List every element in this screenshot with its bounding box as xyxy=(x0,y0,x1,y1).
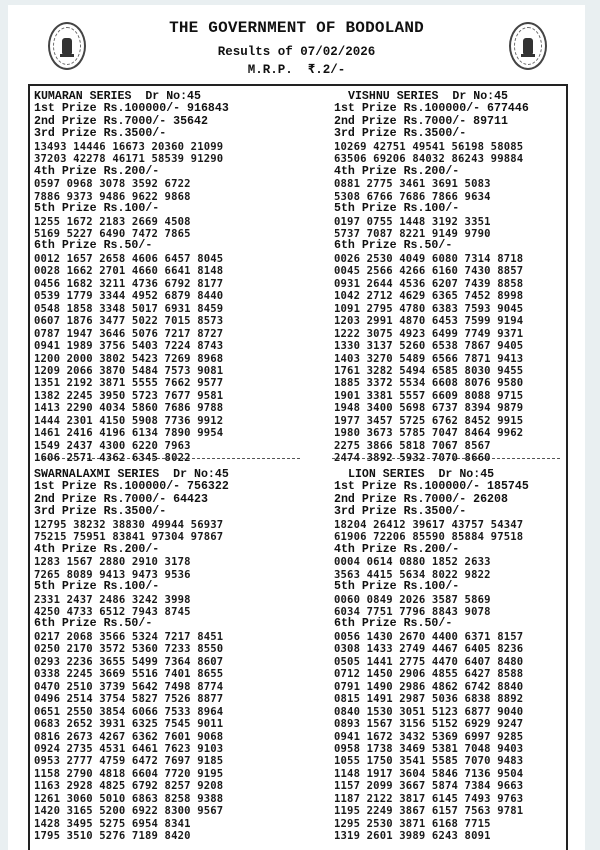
series-lion xyxy=(334,469,529,843)
sixth-prize-numbers: 1091 2795 4780 6383 7593 9045 xyxy=(334,302,524,315)
third-prize-label: 3rd Prize Rs.3500/- xyxy=(34,505,167,519)
sixth-prize-numbers: 1295 2530 3871 6168 7715 xyxy=(334,817,491,830)
sixth-prize-numbers: 1330 3137 5260 6538 7867 9405 xyxy=(334,340,524,353)
sixth-prize-numbers: 1157 2099 3667 5874 7384 9663 xyxy=(334,780,524,793)
sixth-prize-numbers: 1158 2790 4818 6604 7720 9195 xyxy=(34,767,224,780)
fifth-prize-label: 5th Prize Rs.100/- xyxy=(334,202,460,216)
fourth-prize-numbers: 7886 9373 9486 9622 9868 xyxy=(34,190,191,203)
sixth-prize-numbers: 0607 1876 3477 5022 7015 8573 xyxy=(34,315,224,328)
fifth-prize-label: 5th Prize Rs.100/- xyxy=(334,580,460,594)
sixth-prize-numbers: 0012 1657 2658 4606 6457 8045 xyxy=(34,252,224,265)
third-prize-numbers: 37203 42278 46171 58539 91290 xyxy=(34,153,224,166)
lottery-result-sheet xyxy=(8,5,585,850)
sixth-prize-numbers: 2474 3892 5932 7070 8660 xyxy=(334,452,491,465)
sixth-prize-numbers: 0941 1989 3756 5403 7224 8743 xyxy=(34,340,224,353)
sixth-prize-numbers: 1461 2416 4196 6134 7890 9954 xyxy=(34,427,224,440)
sixth-prize-numbers: 0505 1441 2775 4470 6407 8480 xyxy=(334,655,524,668)
fourth-prize-numbers: 1283 1567 2880 2910 3178 xyxy=(34,556,191,569)
sixth-prize-numbers: 1055 1750 3541 5585 7070 9483 xyxy=(334,755,524,768)
series-heading: SWARNALAXMI SERIES Dr No:45 xyxy=(34,468,229,481)
third-prize-numbers: 75215 75951 83841 97304 97867 xyxy=(34,531,224,544)
sixth-prize-numbers: 1606 2571 4362 6345 8022 xyxy=(34,452,191,465)
header xyxy=(8,5,585,88)
sixth-prize-numbers: 0293 2236 3655 5499 7364 8607 xyxy=(34,655,224,668)
sixth-prize-numbers: 0456 1682 3211 4736 6792 8177 xyxy=(34,277,224,290)
sixth-prize-numbers: 0308 1433 2749 4467 6405 8236 xyxy=(334,643,524,656)
fifth-prize-numbers: 6034 7751 7796 8843 9078 xyxy=(334,605,491,618)
fifth-prize-numbers: 1255 1672 2183 2669 4508 xyxy=(34,215,191,228)
page-title: THE GOVERNMENT OF BODOLAND xyxy=(169,19,424,37)
sixth-prize-numbers: 1403 3270 5489 6566 7871 9413 xyxy=(334,352,524,365)
fourth-prize-numbers: 5308 6766 7686 7866 9634 xyxy=(334,190,491,203)
sixth-prize-numbers: 0470 2510 3739 5642 7498 8774 xyxy=(34,680,224,693)
sixth-prize-numbers: 1261 3060 5010 6863 8258 9388 xyxy=(34,792,224,805)
fourth-prize-label: 4th Prize Rs.200/- xyxy=(334,164,460,178)
third-prize-numbers: 61906 72206 85590 85884 97518 xyxy=(334,531,524,544)
fourth-prize-numbers: 0004 0614 0880 1852 2633 xyxy=(334,556,491,569)
fifth-prize-label: 5th Prize Rs.100/- xyxy=(34,202,160,216)
sixth-prize-numbers: 1200 2000 3802 5423 7269 8968 xyxy=(34,352,224,365)
third-prize-numbers: 63506 69206 84032 86243 99884 xyxy=(334,153,524,166)
fourth-prize-numbers: 7265 8089 9413 9473 9536 xyxy=(34,568,191,581)
sixth-prize-numbers: 0941 1672 3432 5369 6997 9285 xyxy=(334,730,524,743)
fifth-prize-numbers: 0197 0755 1448 3192 3351 xyxy=(334,215,491,228)
fifth-prize-numbers: 5169 5227 6490 7472 7865 xyxy=(34,227,191,240)
sixth-prize-numbers: 0924 2735 4531 6461 7623 9103 xyxy=(34,742,224,755)
first-prize: 1st Prize Rs.100000/- 916843 xyxy=(34,102,229,116)
sixth-prize-numbers: 1549 2437 4300 6220 7963 xyxy=(34,439,191,452)
sixth-prize-numbers: 1222 3075 4923 6499 7749 9371 xyxy=(334,327,524,340)
sixth-prize-numbers: 0931 2644 4536 6207 7439 8858 xyxy=(334,277,524,290)
sixth-prize-numbers: 2275 3866 5818 7067 8567 xyxy=(334,439,491,452)
sixth-prize-numbers: 1042 2712 4629 6365 7452 8998 xyxy=(334,290,524,303)
sixth-prize-label: 6th Prize Rs.50/- xyxy=(334,617,453,631)
sixth-prize-numbers: 1428 3495 5275 6954 8341 xyxy=(34,817,191,830)
sixth-prize-numbers: 0953 2777 4759 6472 7697 9185 xyxy=(34,755,224,768)
series-vishnu xyxy=(334,91,529,465)
sixth-prize-numbers: 0815 1491 2987 5036 6838 8892 xyxy=(334,693,524,706)
sixth-prize-numbers: 1420 3165 5200 6922 8300 9567 xyxy=(34,805,224,818)
sixth-prize-numbers: 1351 2192 3871 5555 7662 9577 xyxy=(34,377,224,390)
second-prize: 2nd Prize Rs.7000/- 35642 xyxy=(34,114,208,128)
sixth-prize-numbers: 0056 1430 2670 4400 6371 8157 xyxy=(334,630,524,643)
series-swarnalaxmi xyxy=(34,469,229,843)
fourth-prize-label: 4th Prize Rs.200/- xyxy=(334,542,460,556)
fourth-prize-numbers: 0881 2775 3461 3691 5083 xyxy=(334,178,491,191)
series-kumaran xyxy=(34,91,229,465)
sixth-prize-numbers: 1319 2601 3989 6243 8091 xyxy=(334,830,491,843)
first-prize: 1st Prize Rs.100000/- 677446 xyxy=(334,102,529,116)
sixth-prize-numbers: 0893 1567 3156 5152 6929 9247 xyxy=(334,718,524,731)
fifth-prize-label: 5th Prize Rs.100/- xyxy=(34,580,160,594)
sixth-prize-numbers: 1901 3381 5557 6609 8088 9715 xyxy=(334,389,524,402)
third-prize-numbers: 12795 38232 38830 49944 56937 xyxy=(34,518,224,531)
third-prize-numbers: 18204 26412 39617 43757 54347 xyxy=(334,518,524,531)
third-prize-numbers: 10269 42751 49541 56198 58085 xyxy=(334,140,524,153)
sixth-prize-numbers: 0651 2550 3854 6066 7533 8964 xyxy=(34,705,224,718)
sixth-prize-numbers: 1948 3400 5698 6737 8394 9879 xyxy=(334,402,524,415)
results-date: Results of 07/02/2026 xyxy=(217,45,376,59)
second-prize: 2nd Prize Rs.7000/- 26208 xyxy=(334,492,508,506)
sixth-prize-numbers: 1977 3457 5725 6762 8452 9915 xyxy=(334,414,524,427)
fourth-prize-numbers: 3563 4415 5634 8022 9822 xyxy=(334,568,491,581)
series-heading: VISHNU SERIES Dr No:45 xyxy=(348,90,509,103)
sixth-prize-numbers: 0548 1858 3348 5017 6931 8459 xyxy=(34,302,224,315)
fourth-prize-label: 4th Prize Rs.200/- xyxy=(34,164,160,178)
second-prize: 2nd Prize Rs.7000/- 89711 xyxy=(334,114,508,128)
series-heading: KUMARAN SERIES Dr No:45 xyxy=(34,90,201,103)
sixth-prize-numbers: 0539 1779 3344 4952 6879 8440 xyxy=(34,290,224,303)
third-prize-label: 3rd Prize Rs.3500/- xyxy=(334,127,467,141)
sixth-prize-numbers: 0816 2673 4267 6362 7601 9068 xyxy=(34,730,224,743)
first-prize: 1st Prize Rs.100000/- 185745 xyxy=(334,480,529,494)
sixth-prize-numbers: 0958 1738 3469 5381 7048 9403 xyxy=(334,742,524,755)
fifth-prize-numbers: 0060 0849 2026 3587 5869 xyxy=(334,593,491,606)
sixth-prize-numbers: 1209 2066 3870 5484 7573 9081 xyxy=(34,364,224,377)
sixth-prize-numbers: 1195 2249 3867 6157 7563 9781 xyxy=(334,805,524,818)
sixth-prize-numbers: 1148 1917 3604 5846 7136 9504 xyxy=(334,767,524,780)
sixth-prize-numbers: 0045 2566 4266 6160 7430 8857 xyxy=(334,265,524,278)
sixth-prize-label: 6th Prize Rs.50/- xyxy=(34,239,153,253)
sixth-prize-numbers: 1187 2122 3817 6145 7493 9763 xyxy=(334,792,524,805)
sixth-prize-numbers: 1444 2301 4150 5908 7736 9912 xyxy=(34,414,224,427)
sixth-prize-numbers: 1795 3510 5276 7189 8420 xyxy=(34,830,191,843)
third-prize-label: 3rd Prize Rs.3500/- xyxy=(334,505,467,519)
fifth-prize-numbers: 5737 7087 8221 9149 9790 xyxy=(334,227,491,240)
sixth-prize-numbers: 1885 3372 5534 6608 8076 9580 xyxy=(334,377,524,390)
series-heading: LION SERIES Dr No:45 xyxy=(348,468,495,481)
fifth-prize-numbers: 4250 4733 6512 7943 8745 xyxy=(34,605,191,618)
sixth-prize-numbers: 0791 1490 2986 4862 6742 8840 xyxy=(334,680,524,693)
state-emblem-icon xyxy=(523,38,533,54)
third-prize-numbers: 13493 14446 16673 20360 21099 xyxy=(34,140,224,153)
sixth-prize-numbers: 0840 1530 3051 5123 6877 9040 xyxy=(334,705,524,718)
sixth-prize-numbers: 0338 2245 3669 5516 7401 8655 xyxy=(34,668,224,681)
second-prize: 2nd Prize Rs.7000/- 64423 xyxy=(34,492,208,506)
fourth-prize-label: 4th Prize Rs.200/- xyxy=(34,542,160,556)
fourth-prize-numbers: 0597 0968 3078 3592 6722 xyxy=(34,178,191,191)
sixth-prize-numbers: 0026 2530 4049 6080 7314 8718 xyxy=(334,252,524,265)
sixth-prize-numbers: 0712 1450 2906 4855 6427 8588 xyxy=(334,668,524,681)
sixth-prize-numbers: 1413 2290 4034 5860 7686 9788 xyxy=(34,402,224,415)
sixth-prize-numbers: 0250 2170 3572 5360 7233 8550 xyxy=(34,643,224,656)
sixth-prize-numbers: 0683 2652 3931 6325 7545 9011 xyxy=(34,718,224,731)
mrp-price: M.R.P. ₹.2/- xyxy=(247,63,346,77)
third-prize-label: 3rd Prize Rs.3500/- xyxy=(34,127,167,141)
sixth-prize-numbers: 0787 1947 3646 5076 7217 8727 xyxy=(34,327,224,340)
fifth-prize-numbers: 2331 2437 2486 3242 3998 xyxy=(34,593,191,606)
sixth-prize-numbers: 0496 2514 3754 5827 7526 8877 xyxy=(34,693,224,706)
sixth-prize-numbers: 1203 2991 4870 6453 7599 9194 xyxy=(334,315,524,328)
sixth-prize-label: 6th Prize Rs.50/- xyxy=(334,239,453,253)
sixth-prize-numbers: 0028 1662 2701 4660 6641 8148 xyxy=(34,265,224,278)
sixth-prize-numbers: 1163 2928 4825 6792 8257 9208 xyxy=(34,780,224,793)
sixth-prize-numbers: 1980 3673 5785 7047 8464 9962 xyxy=(334,427,524,440)
sixth-prize-label: 6th Prize Rs.50/- xyxy=(34,617,153,631)
sixth-prize-numbers: 0217 2068 3566 5324 7217 8451 xyxy=(34,630,224,643)
sixth-prize-numbers: 1761 3282 5494 6585 8030 9455 xyxy=(334,364,524,377)
first-prize: 1st Prize Rs.100000/- 756322 xyxy=(34,480,229,494)
sixth-prize-numbers: 1382 2245 3950 5723 7677 9581 xyxy=(34,389,224,402)
bodoland-seal-icon xyxy=(509,22,547,70)
